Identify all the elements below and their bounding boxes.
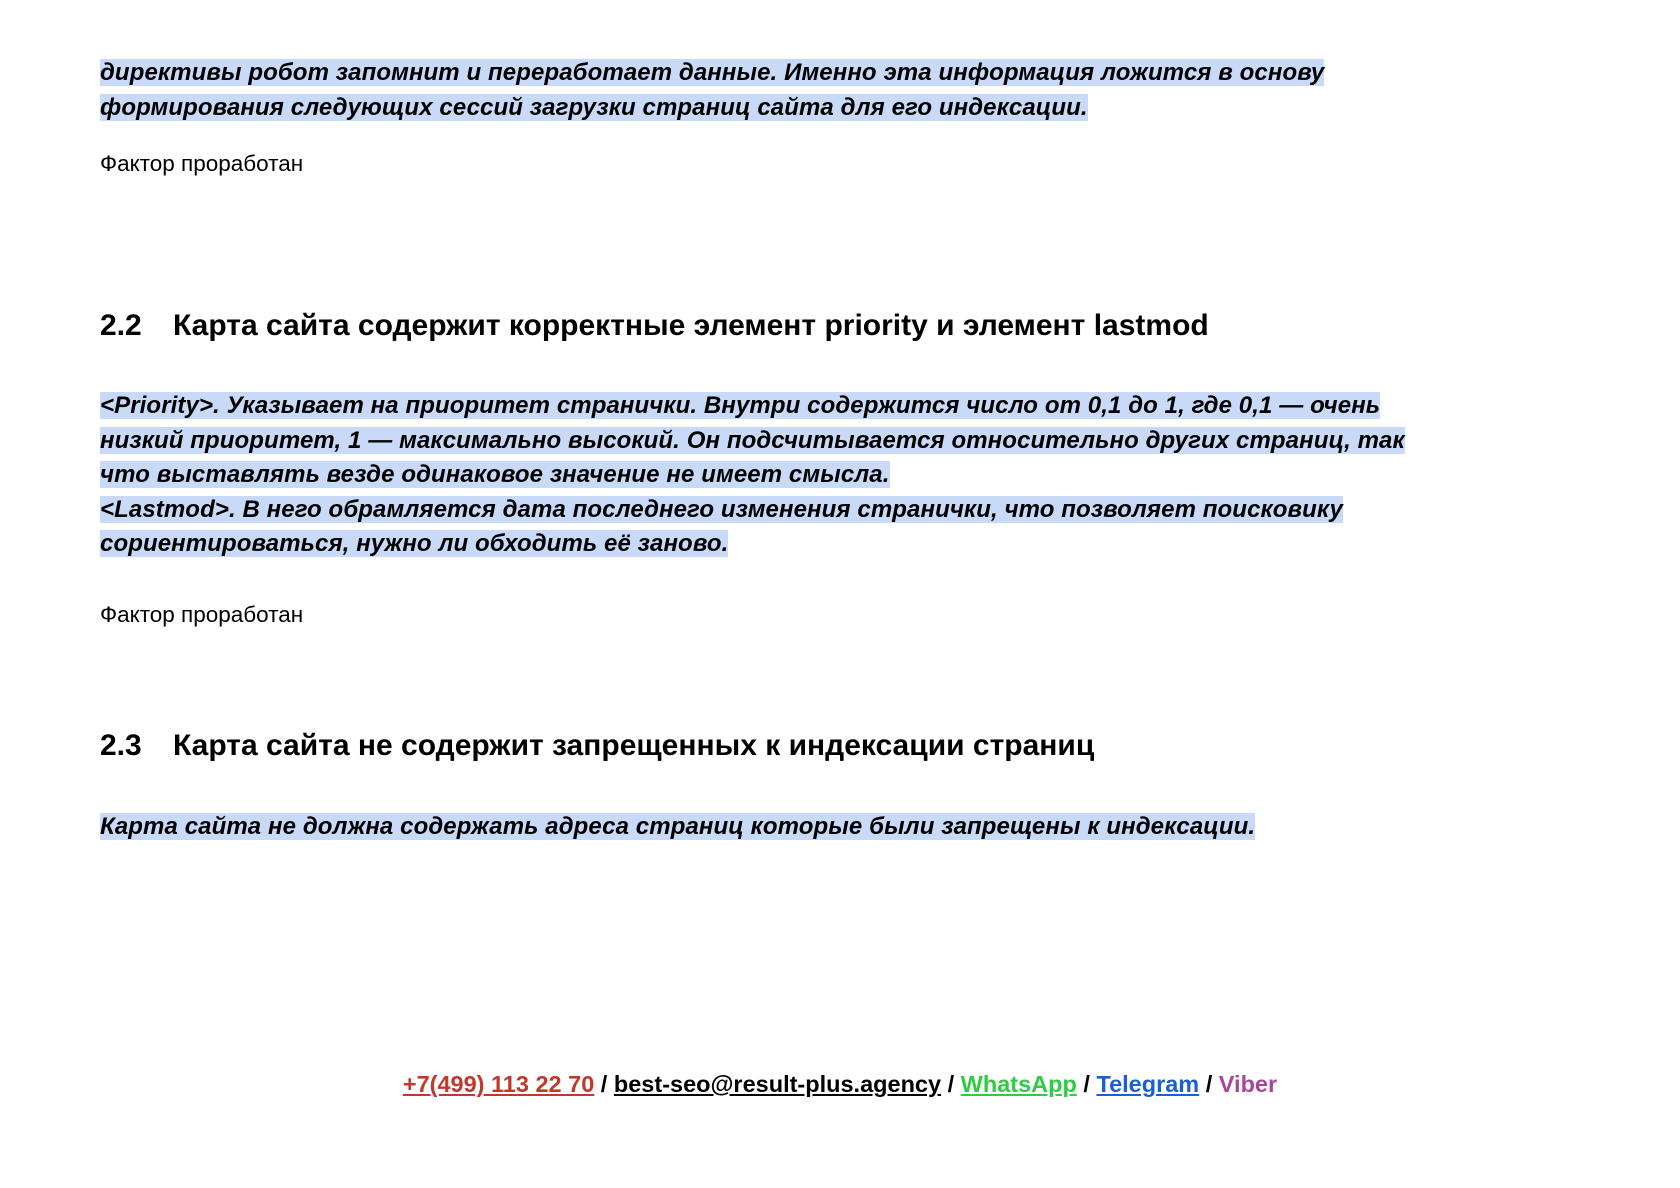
paragraph-priority-lastmod	[100, 389, 1560, 562]
section-number: 2.3	[100, 729, 142, 762]
paragraph-robots-directives	[100, 56, 1560, 125]
section-title: Карта сайта содержит корректные элемент priority и элемент lastmod	[173, 309, 1209, 342]
telegram-link[interactable]: Telegram	[1096, 1071, 1200, 1097]
text-line: формирования следующих сессий загрузки страниц сайта для его индексации.	[100, 93, 1088, 121]
separator: /	[1199, 1071, 1219, 1097]
text-line: <Priority>. Указывает на приоритет странички. Внутри содержится число от 0,1 до 1, где 0,1 — очень	[100, 392, 1381, 419]
section-heading-2-2	[100, 306, 1209, 346]
email-link[interactable]: best-seo@result-plus.agency	[613, 1071, 942, 1097]
text-line: низкий приоритет, 1 — максимально высокий. Он подсчитывается относительно других страниц, так	[100, 426, 1405, 454]
text-line: директивы робот запомнит и переработает данные. Именно эта информация ложится в основу	[100, 59, 1325, 86]
section-title: Карта сайта не содержит запрещенных к индексации страниц	[173, 729, 1095, 762]
separator: /	[1076, 1071, 1097, 1097]
section-heading-2-3	[100, 726, 1094, 766]
text-line: сориентироваться, нужно ли обходить её заново.	[100, 530, 729, 557]
text-line: <Lastmod>. В него обрамляется дата последнего изменения странички, что позволяет поисковику	[100, 495, 1343, 523]
phone-link[interactable]: +7(499) 113 22 70	[402, 1071, 595, 1097]
text-line: что выставлять везде одинаковое значение не имеет смысла.	[100, 461, 890, 488]
separator: /	[941, 1071, 961, 1097]
viber-text: Viber	[1218, 1071, 1278, 1097]
paragraph-forbidden-pages	[100, 810, 1560, 845]
text-line: Карта сайта не должна содержать адреса страниц которые были запрещены к индексации.	[100, 813, 1256, 840]
section-number: 2.2	[100, 309, 142, 342]
whatsapp-link[interactable]: WhatsApp	[960, 1071, 1077, 1097]
contact-footer	[0, 1068, 1680, 1100]
factor-status: Фактор проработан	[100, 151, 304, 176]
factor-status: Фактор проработан	[100, 602, 304, 627]
separator: /	[594, 1071, 614, 1097]
